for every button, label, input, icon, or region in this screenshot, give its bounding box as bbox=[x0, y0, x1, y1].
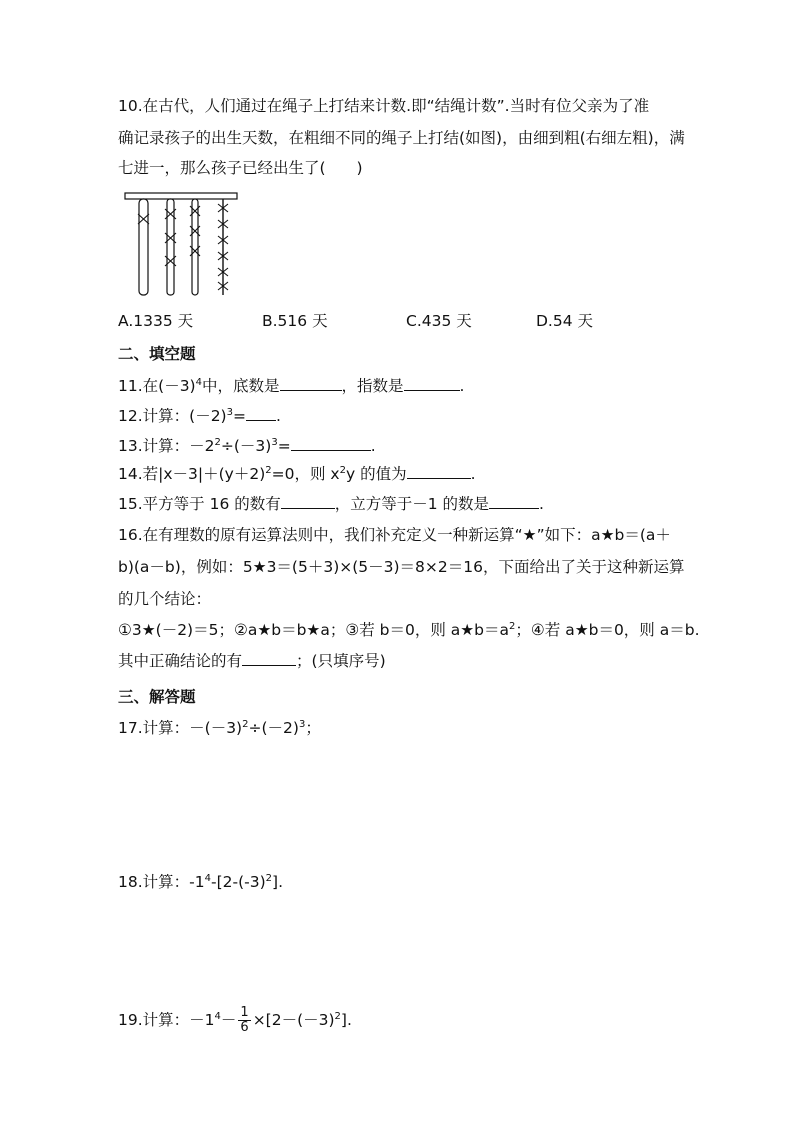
q16-line4: ①3★(－2)＝5；②a★b＝b★a；③若 b＝0，则 $a★b=a^2$；④若 a★b＝0，则 a＝b. bbox=[118, 620, 700, 639]
rope-1 bbox=[139, 199, 148, 295]
q16-line5: 其中正确结论的有 ；(只填序号) bbox=[118, 652, 386, 670]
q16-blank bbox=[242, 651, 296, 666]
q10-line3: 七进一，那么孩子已经出生了( ) bbox=[118, 159, 363, 177]
q13-blank bbox=[291, 436, 371, 451]
q16-line1: 16.在有理数的原有运算法则中，我们补充定义一种新运算“★”如下：a★b＝(a＋ bbox=[118, 526, 671, 544]
q11: 11.在$(-3)^4$中，底数是 ，指数是 . bbox=[118, 376, 465, 395]
q18: 18.计算：$-1^4-[2-(-3)^2]$. bbox=[118, 872, 283, 891]
q16-line2: b)(a－b)，例如：5★3＝(5＋3)×(5－3)＝8×2＝16，下面给出了关于这种新运算 bbox=[118, 558, 685, 576]
q10-option-a: A.1335 天 bbox=[118, 312, 194, 330]
q10-option-c: C.435 天 bbox=[406, 312, 472, 330]
q14-blank bbox=[407, 464, 471, 479]
q10-line2: 确记录孩子的出生天数，在粗细不同的绳子上打结(如图)，由细到粗(右细左粗)，满 bbox=[118, 129, 685, 147]
q15-blank-1 bbox=[281, 494, 335, 509]
q14: 14.若$|x-3|+(y+2)^2=0$，则 $x^2y$ 的值为 . bbox=[118, 464, 476, 483]
q15-blank-2 bbox=[489, 494, 539, 509]
section3-title: 三、解答题 bbox=[118, 688, 196, 706]
q10-option-d: D.54 天 bbox=[536, 312, 594, 330]
q10-option-b: B.516 天 bbox=[262, 312, 328, 330]
q11-blank-exponent bbox=[404, 376, 460, 391]
q19: 19.计算：$-1^4-$ $\frac{1}{6}$ $\times[2-(-3)^2]$. bbox=[118, 1005, 352, 1035]
q15: 15.平方等于 16 的数有 ，立方等于－1 的数是 . bbox=[118, 495, 544, 513]
q17: 17.计算：$-(-3)^2\div(-2)^3$； bbox=[118, 718, 321, 737]
section2-title: 二、填空题 bbox=[118, 345, 196, 363]
q19-fraction: $\frac{1}{6}$ bbox=[240, 1005, 249, 1035]
q13: 13.计算：$-2^2\div(-3)^3=$ . bbox=[118, 436, 376, 455]
q10-line1: 10.在古代，人们通过在绳子上打结来计数.即“结绳计数”.当时有位父亲为了准 bbox=[118, 97, 650, 115]
q12-blank bbox=[246, 406, 276, 421]
knotted-ropes-figure bbox=[120, 190, 244, 300]
q12: 12.计算：$(-2)^3=$ . bbox=[118, 406, 281, 425]
q11-blank-base bbox=[280, 376, 342, 391]
knots bbox=[138, 204, 228, 290]
q16-line3: 的几个结论： bbox=[118, 590, 212, 608]
rope-bar bbox=[125, 193, 237, 199]
